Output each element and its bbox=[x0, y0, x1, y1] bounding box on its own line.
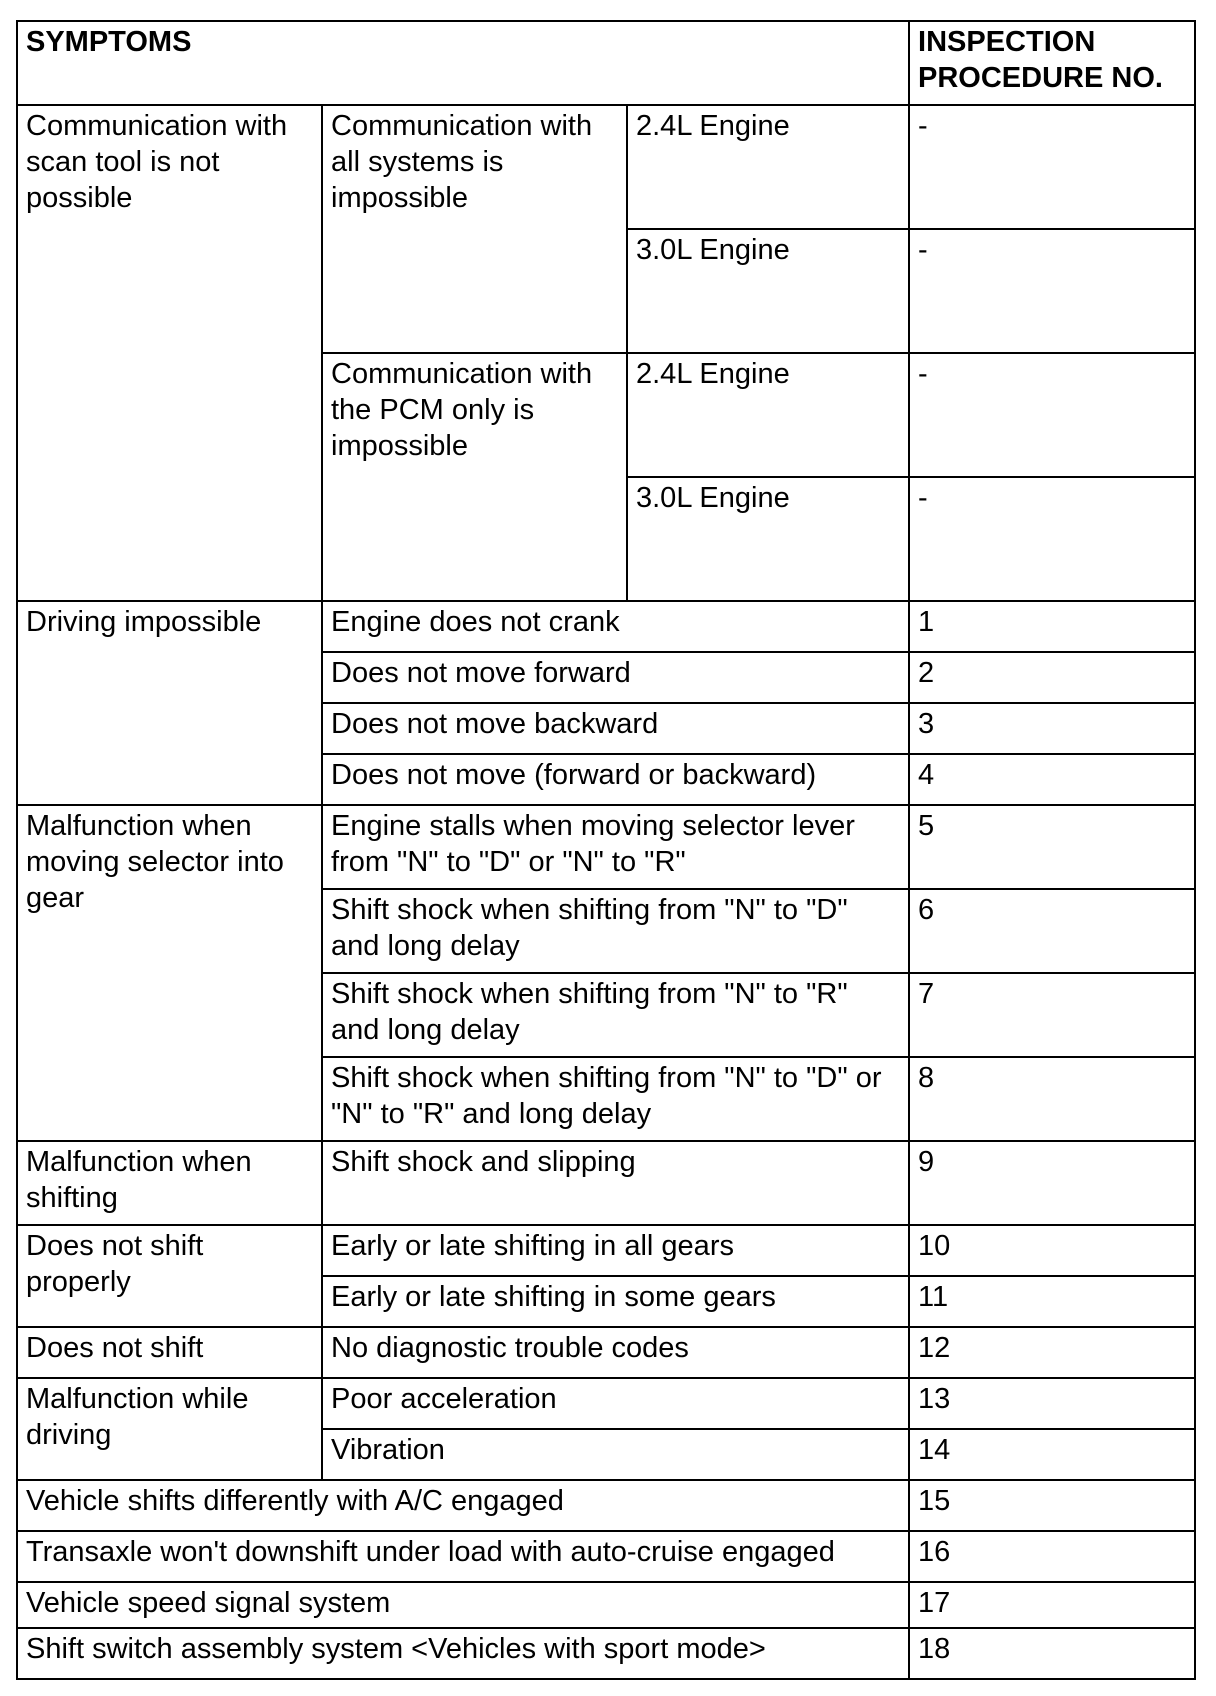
symptom-cell: Vehicle shifts differently with A/C engaged bbox=[17, 1480, 909, 1531]
symptom-cell: Does not move forward bbox=[322, 652, 909, 703]
procedure-cell: - bbox=[909, 229, 1195, 353]
comm-symptom: Communication with scan tool is not possible bbox=[17, 105, 322, 601]
table-row bbox=[17, 1582, 1195, 1628]
procedure-cell: 2 bbox=[909, 652, 1195, 703]
procedure-cell: 7 bbox=[909, 973, 1195, 1057]
symptom-cell: Shift shock when shifting from "N" to "D" or "N" to "R" and long delay bbox=[322, 1057, 909, 1141]
table-row bbox=[17, 1225, 1195, 1276]
symptom-cell: Vibration bbox=[322, 1429, 909, 1480]
procedure-cell: 4 bbox=[909, 754, 1195, 805]
symptom-cell: Does not move backward bbox=[322, 703, 909, 754]
table-row bbox=[17, 1531, 1195, 1582]
symptom-cell: No diagnostic trouble codes bbox=[322, 1327, 909, 1378]
table-row bbox=[17, 105, 1195, 229]
header-symptoms: SYMPTOMS bbox=[17, 21, 909, 105]
engine-cell: 3.0L Engine bbox=[627, 229, 909, 353]
engine-cell: 2.4L Engine bbox=[627, 105, 909, 229]
header-row bbox=[17, 21, 1195, 105]
symptom-cell: Poor acceleration bbox=[322, 1378, 909, 1429]
symptom-cell: Early or late shifting in some gears bbox=[322, 1276, 909, 1327]
symptom-cell: Vehicle speed signal system bbox=[17, 1582, 909, 1628]
procedure-cell: 3 bbox=[909, 703, 1195, 754]
comm-all-systems: Communication with all systems is impossible bbox=[322, 105, 627, 353]
table-row bbox=[17, 805, 1195, 889]
symptom-cell: Shift shock when shifting from "N" to "R" and long delay bbox=[322, 973, 909, 1057]
table-row bbox=[17, 1327, 1195, 1378]
procedure-cell: 9 bbox=[909, 1141, 1195, 1225]
procedure-cell: - bbox=[909, 353, 1195, 477]
procedure-cell: 10 bbox=[909, 1225, 1195, 1276]
symptoms-table bbox=[16, 20, 1196, 1680]
group-label: Does not shift bbox=[17, 1327, 322, 1378]
group-label: Malfunction when shifting bbox=[17, 1141, 322, 1225]
symptom-cell: Early or late shifting in all gears bbox=[322, 1225, 909, 1276]
procedure-cell: 15 bbox=[909, 1480, 1195, 1531]
procedure-cell: 5 bbox=[909, 805, 1195, 889]
symptom-cell: Shift switch assembly system <Vehicles with sport mode> bbox=[17, 1628, 909, 1679]
engine-cell: 2.4L Engine bbox=[627, 353, 909, 477]
symptom-cell: Shift shock and slipping bbox=[322, 1141, 909, 1225]
symptom-cell: Does not move (forward or backward) bbox=[322, 754, 909, 805]
symptom-cell: Transaxle won't downshift under load with auto-cruise engaged bbox=[17, 1531, 909, 1582]
procedure-cell: 12 bbox=[909, 1327, 1195, 1378]
header-procedure-no: INSPECTION PROCEDURE NO. bbox=[909, 21, 1195, 105]
procedure-cell: 18 bbox=[909, 1628, 1195, 1679]
group-label: Driving impossible bbox=[17, 601, 322, 805]
table-row bbox=[17, 1378, 1195, 1429]
procedure-cell: 8 bbox=[909, 1057, 1195, 1141]
group-label: Malfunction when moving selector into gear bbox=[17, 805, 322, 1141]
procedure-cell: - bbox=[909, 105, 1195, 229]
group-label: Malfunction while driving bbox=[17, 1378, 322, 1480]
procedure-cell: 6 bbox=[909, 889, 1195, 973]
procedure-cell: 1 bbox=[909, 601, 1195, 652]
symptom-cell: Engine stalls when moving selector lever from "N" to "D" or "N" to "R" bbox=[322, 805, 909, 889]
table-row bbox=[17, 1480, 1195, 1531]
engine-cell: 3.0L Engine bbox=[627, 477, 909, 601]
table-row bbox=[17, 1141, 1195, 1225]
procedure-cell: 17 bbox=[909, 1582, 1195, 1628]
table-row bbox=[17, 1628, 1195, 1679]
symptom-cell: Shift shock when shifting from "N" to "D" and long delay bbox=[322, 889, 909, 973]
procedure-cell: 13 bbox=[909, 1378, 1195, 1429]
table-row bbox=[17, 601, 1195, 652]
comm-pcm: Communication with the PCM only is impossible bbox=[322, 353, 627, 601]
procedure-cell: - bbox=[909, 477, 1195, 601]
symptom-cell: Engine does not crank bbox=[322, 601, 909, 652]
group-label: Does not shift properly bbox=[17, 1225, 322, 1327]
procedure-cell: 11 bbox=[909, 1276, 1195, 1327]
procedure-cell: 16 bbox=[909, 1531, 1195, 1582]
procedure-cell: 14 bbox=[909, 1429, 1195, 1480]
